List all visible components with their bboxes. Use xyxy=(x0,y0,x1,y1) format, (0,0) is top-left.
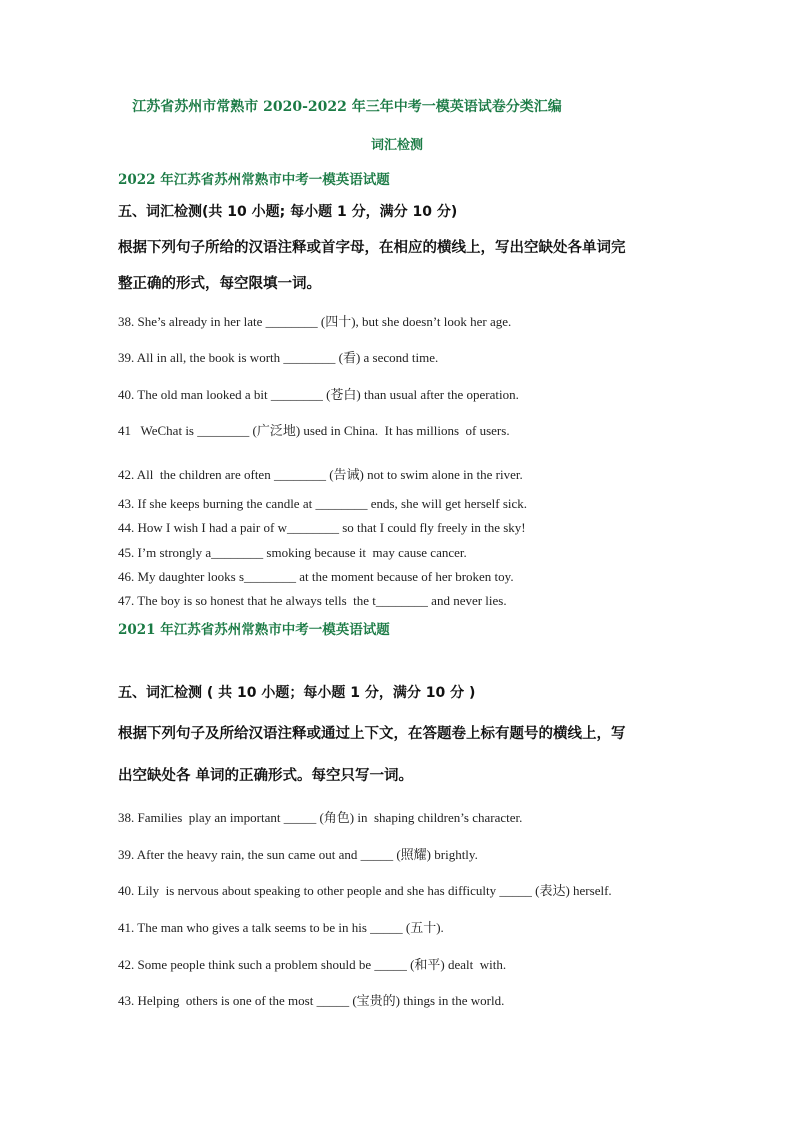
question-2022-44: 44. How I wish I had a pair of w________ so that I could fly freely in the sky! xyxy=(118,520,526,535)
instruction-2022-line1: 根据下列句子所给的汉语注释或首字母，在相应的横线上，写出空缺处各单词完 xyxy=(118,240,626,256)
question-2021-39: 39. After the heavy rain, the sun came out and _____ (照耀) brightly. xyxy=(118,847,478,862)
question-2022-41: 41 WeChat is ________ (广泛地) used in China. It has millions of users. xyxy=(118,423,510,438)
question-2022-45: 45. I’m strongly a________ smoking because it may cause cancer. xyxy=(118,545,467,560)
question-2022-40: 40. The old man looked a bit ________ (苍白) than usual after the operation. xyxy=(118,387,519,402)
question-2021-41: 41. The man who gives a talk seems to be in his _____ (五十). xyxy=(118,920,444,935)
question-2021-43: 43. Helping others is one of the most _____ (宝贵的) things in the world. xyxy=(118,993,505,1008)
part-heading-2022: 五、词汇检测(共 10 小题; 每小题 1 分，满分 10 分) xyxy=(118,204,458,220)
instruction-2021-line2: 出空缺处各 单词的正确形式。每空只写一词。 xyxy=(118,768,414,784)
part-heading-2021: 五、词汇检测 ( 共 10 小题；每小题 1 分，满分 10 分 ) xyxy=(118,685,476,701)
section-header-2022: 2022 年江苏省苏州常熟市中考一模英语试题 xyxy=(118,172,390,188)
question-2022-47: 47. The boy is so honest that he always tells the t________ and never lies. xyxy=(118,593,507,608)
question-2022-43: 43. If she keeps burning the candle at ________ ends, she will get herself sick. xyxy=(118,496,528,511)
question-2022-38: 38. She’s already in her late ________ (四十), but she doesn’t look her age. xyxy=(118,314,512,329)
document-title: 江苏省苏州市常熟市 2020-2022 年三年中考一模英语试卷分类汇编 xyxy=(132,99,562,115)
question-2022-46: 46. My daughter looks s________ at the moment because of her broken toy. xyxy=(118,569,514,584)
instruction-2021-line1: 根据下列句子及所给汉语注释或通过上下文，在答题卷上标有题号的横线上，写 xyxy=(118,726,626,742)
question-2021-42: 42. Some people think such a problem should be _____ (和平) dealt with. xyxy=(118,957,507,972)
question-2022-42: 42. All the children are often ________ (告诫) not to swim alone in the river. xyxy=(118,467,523,482)
section-header-2021: 2021 年江苏省苏州常熟市中考一模英语试题 xyxy=(118,622,390,638)
document-subtitle: 词汇检测 xyxy=(370,138,423,153)
question-2021-38: 38. Families play an important _____ (角色) in shaping children’s character. xyxy=(118,810,523,825)
instruction-2022-line2: 整正确的形式，每空限填一词。 xyxy=(118,276,321,292)
question-2021-40: 40. Lily is nervous about speaking to other people and she has difficulty _____ (表达) herself. xyxy=(118,883,612,898)
question-2022-39: 39. All in all, the book is worth ________ (看) a second time. xyxy=(118,350,439,365)
